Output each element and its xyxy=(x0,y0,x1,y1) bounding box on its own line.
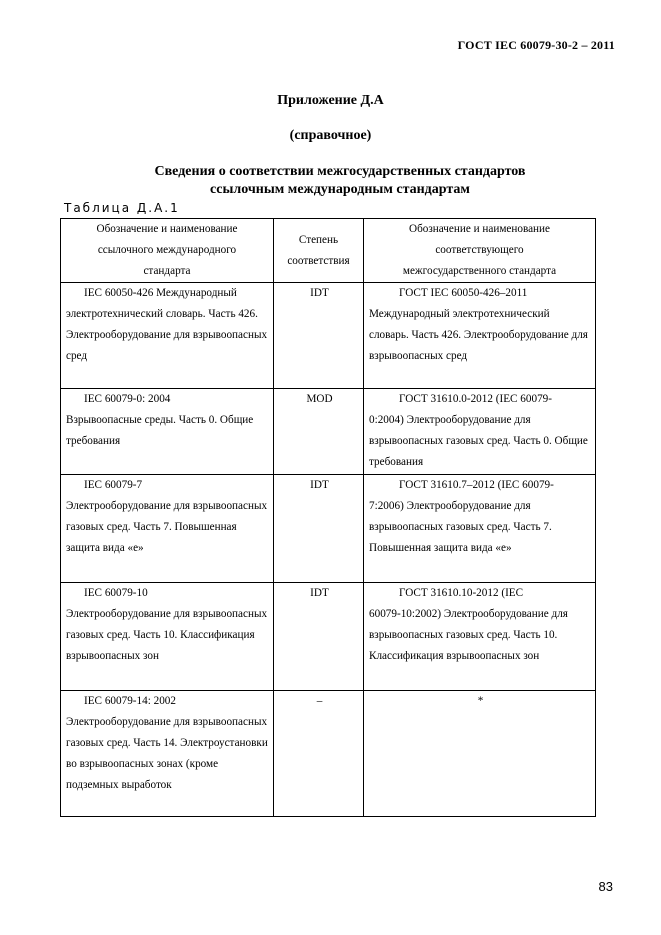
header-text: ссылочного международного xyxy=(97,244,237,256)
table-row xyxy=(61,691,596,817)
cell-text: IEC 60050-426 Международный xyxy=(84,287,237,299)
cell-text: IEC 60079-14: 2002 xyxy=(84,695,176,707)
section-heading xyxy=(0,163,661,199)
cell-degree: – xyxy=(274,691,364,817)
cell-degree: IDT xyxy=(274,475,364,583)
appendix-title: Приложение Д.А xyxy=(277,93,384,108)
cell-text: Электрооборудование для взрывоопасных газовых сред. Часть 14. Электроустановки во взрывоопасных зонах (кроме подземных выработок xyxy=(66,716,268,791)
header-text: Степень xyxy=(298,233,339,246)
header-text: соответствия xyxy=(287,254,350,267)
table-caption: Таблица Д.А.1 xyxy=(64,201,180,215)
heading-line-1: Сведения о соответствии межгосударственных стандартов xyxy=(154,164,526,179)
cell-text: IEC 60079-10 xyxy=(84,587,148,599)
appendix-subtitle: (справочное) xyxy=(289,128,372,143)
cell-degree: IDT xyxy=(274,583,364,691)
header-text: соответствующего xyxy=(435,244,524,256)
header-interstate-standard xyxy=(364,219,596,283)
table-header-row xyxy=(61,219,596,283)
cell-text: 60079-10:2002) Электрооборудование для взрывоопасных газовых сред. Часть 10. Классификация взрывоопасных зон xyxy=(369,608,568,662)
cell-text: Международный электротехнический словарь. Часть 426. Электрооборудование для взрывоопасных сред xyxy=(369,308,588,362)
cell-degree: MOD xyxy=(274,389,364,475)
table-row xyxy=(61,583,596,691)
standards-table xyxy=(60,218,596,817)
cell-international-standard xyxy=(61,691,274,817)
cell-text: ГОСТ IEC 60050-426–2011 xyxy=(399,287,528,299)
header-text: стандарта xyxy=(143,265,191,277)
cell-text: Электрооборудование для взрывоопасных газовых сред. Часть 7. Повышенная защита вида «е» xyxy=(66,500,268,554)
cell-interstate-standard xyxy=(364,283,596,389)
cell-text: ГОСТ 31610.7–2012 (IEC 60079- xyxy=(399,479,554,491)
asterisk-mark: * xyxy=(477,695,484,707)
cell-interstate-standard xyxy=(364,389,596,475)
cell-text: IEC 60079-7 xyxy=(84,479,143,491)
header-international-standard xyxy=(61,219,274,283)
cell-text: Электрооборудование для взрывоопасных газовых сред. Часть 10. Классификация взрывоопасных зон xyxy=(66,608,268,662)
page-number: 83 xyxy=(598,879,613,894)
header-text: Обозначение и наименование xyxy=(96,223,238,235)
header-text: межгосударственного стандарта xyxy=(402,265,557,277)
table-row xyxy=(61,283,596,389)
cell-international-standard xyxy=(61,475,274,583)
cell-text: IEC 60079-0: 2004 xyxy=(84,393,171,405)
cell-text: ГОСТ 31610.10-2012 (IEC xyxy=(399,587,524,599)
cell-interstate-standard xyxy=(364,691,596,817)
header-degree xyxy=(274,219,364,283)
table-row xyxy=(61,389,596,475)
cell-text: 0:2004) Электрооборудование для взрывоопасных газовых сред. Часть 0. Общие требования xyxy=(369,414,588,468)
heading-line-2: ссылочным международным стандартам xyxy=(210,182,470,197)
cell-text: электротехнический словарь. Часть 426. Электрооборудование для взрывоопасных сред xyxy=(66,308,268,362)
cell-international-standard xyxy=(61,389,274,475)
cell-international-standard xyxy=(61,283,274,389)
cell-degree: IDT xyxy=(274,283,364,389)
cell-text: ГОСТ 31610.0-2012 (IEC 60079- xyxy=(399,393,552,405)
cell-international-standard xyxy=(61,583,274,691)
table-row xyxy=(61,475,596,583)
cell-interstate-standard xyxy=(364,583,596,691)
document-code: ГОСТ IEC 60079-30-2 – 2011 xyxy=(457,38,615,52)
cell-text: 7:2006) Электрооборудование для взрывоопасных газовых сред. Часть 7. Повышенная защита вида «е» xyxy=(369,500,552,554)
header-text: Обозначение и наименование xyxy=(408,223,550,235)
cell-text: Взрывоопасные среды. Часть 0. Общие требования xyxy=(66,414,254,447)
cell-interstate-standard xyxy=(364,475,596,583)
